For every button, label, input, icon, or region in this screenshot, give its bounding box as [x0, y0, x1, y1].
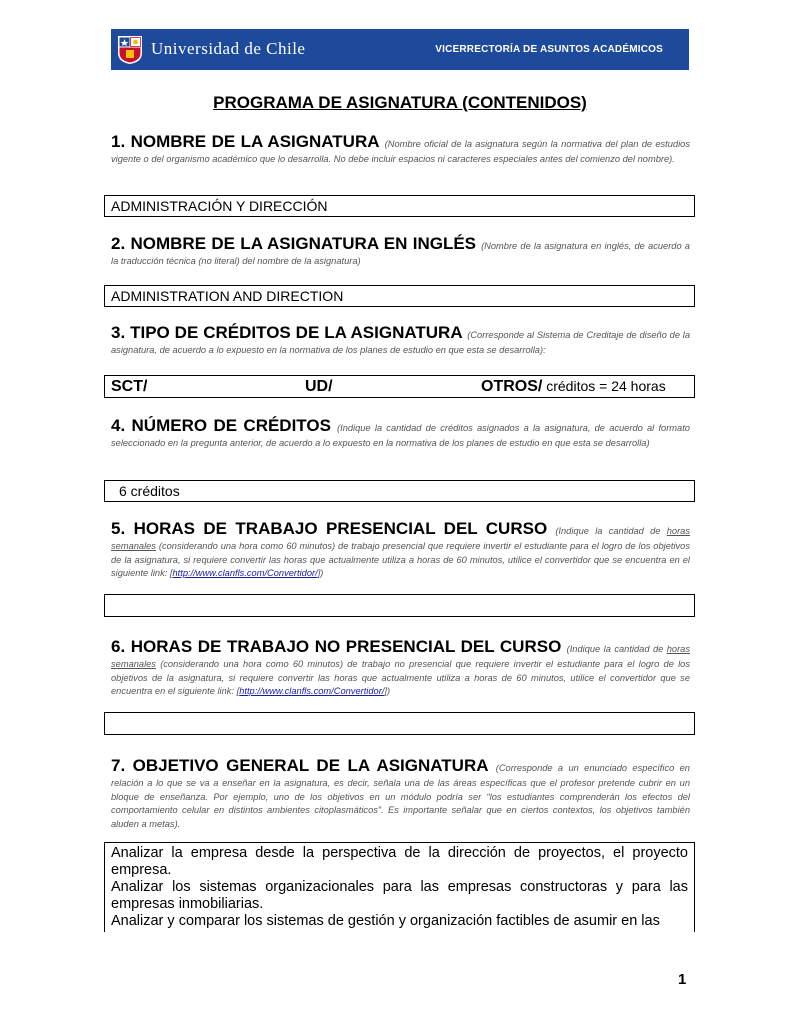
section-4-heading: 4. NÚMERO DE CRÉDITOS — [111, 416, 331, 435]
section-5-converter-link[interactable]: http://www.clanfls.com/Convertidor/ — [172, 568, 318, 578]
section-5-note-body: (considerando una hora como 60 minutos) de trabajo presencial que requiere invertir el estudiante para el logro de los objetivos de la asignatura, si requiere convertir las horas que actualmente utiliza a horas de 60 minutos, utilice el convertidor que se encuentra en el siguiente link: [ — [111, 541, 690, 578]
section-7-note: (Corresponde a un enunciado específico en relación a lo que se va a enseñar en la asignatura, es decir, señala una de las áreas específicas que el profesor pretende cubrir en un bloque de enseñanza. Por ejemplo, uno de los objetivos en un módulo podría ser “los estudiantes comprenderán los efectos del comportamiento celular en distintos ambientes citoplasmáticos”. Es importante señalar que en ciertos contextos, los objetivos también aluden a metas). — [111, 763, 690, 829]
section-6-note-underlined: horas semanales — [111, 644, 690, 669]
section-2-answer-box — [104, 285, 695, 307]
section-3-note: (Corresponde al Sistema de Creditaje de diseño de la asignatura, de acuerdo a lo expuesto en la normativa de los planes de estudio en que esta se desarrolla): — [111, 330, 691, 355]
section-5-note-underlined: horas semanales — [111, 526, 691, 551]
section-1-answer-box — [104, 195, 695, 217]
section-5-answer-box — [104, 594, 695, 617]
section-2-answer: ADMINISTRATION AND DIRECTION — [111, 288, 344, 304]
section-7 — [111, 756, 690, 830]
section-6-note-start: (Indique la cantidad de — [566, 644, 667, 654]
section-5-note-start: (Indique la cantidad de — [555, 526, 667, 536]
section-4 — [111, 416, 690, 450]
section-3 — [111, 323, 690, 357]
section-6-converter-link[interactable]: http://www.clanfls.com/Convertidor/ — [239, 686, 385, 696]
university-name: Universidad de Chile — [151, 39, 306, 58]
objective-paragraph: Analizar la empresa desde la perspectiva de la dirección de proyectos, el proyecto empresa. — [111, 845, 688, 878]
objective-paragraph: Analizar y comparar los sistemas de gestión y organización factibles de asumir en las — [111, 913, 660, 929]
section-6-answer-box — [104, 712, 695, 735]
section-4-note: (Indique la cantidad de créditos asignados a la asignatura, de acuerdo al formato seleccionado en la pregunta anterior, de acuerdo a lo expuesto en la normativa de los planes de estudio en que esta se desarrolla) — [111, 423, 690, 448]
section-5 — [111, 519, 690, 580]
otros-field — [481, 378, 666, 396]
section-2-heading: 2. NOMBRE DE LA ASIGNATURA EN INGLÉS — [111, 234, 477, 253]
page-number: 1 — [678, 971, 687, 988]
university-shield-icon — [117, 35, 143, 65]
section-4-answer: 6 créditos — [119, 483, 180, 499]
sct-label: SCT/ — [111, 377, 148, 395]
objective-paragraph: Analizar los sistemas organizacionales para las empresas constructoras y para las empresas inmobiliarias. — [111, 879, 688, 912]
section-3-heading: 3. TIPO DE CRÉDITOS DE LA ASIGNATURA — [111, 323, 463, 342]
section-1 — [111, 132, 690, 166]
section-6-note-end: ]) — [384, 686, 391, 696]
otros-value: créditos = 24 horas — [542, 377, 666, 394]
section-7-heading: 7. OBJETIVO GENERAL DE LA ASIGNATURA — [111, 756, 489, 775]
section-1-heading: 1. NOMBRE DE LA ASIGNATURA — [111, 132, 380, 151]
section-3-answer-box — [104, 375, 695, 398]
section-7-answer-box — [104, 842, 695, 932]
section-2 — [111, 234, 690, 268]
section-6-note-body: (considerando una hora como 60 minutos) de trabajo no presencial que requiere invertir el estudiante para el logro de los objetivos de la asignatura, si requiere convertir las horas que actualmente utiliza a horas de 60 minutos, utilice el convertidor que se encuentra en el siguiente link: [ — [111, 659, 690, 696]
office-name: VICERRECTORÍA DE ASUNTOS ACADÉMICOS — [435, 44, 663, 55]
section-1-answer: ADMINISTRACIÓN Y DIRECCIÓN — [111, 198, 328, 214]
page-title: PROGRAMA DE ASIGNATURA (CONTENIDOS) — [213, 93, 587, 112]
section-1-note: (Nombre oficial de la asignatura según la normativa del plan de estudios vigente o del organismo académico que lo desarrolla. No debe incluir espacios ni caracteres especiales antes del comienzo del nombre). — [111, 139, 690, 164]
section-2-note: (Nombre de la asignatura en inglés, de acuerdo a la traducción técnica (no literal) del nombre de la asignatura) — [111, 241, 690, 266]
section-4-answer-box — [104, 480, 695, 502]
header-banner — [111, 29, 689, 70]
section-5-heading: 5. HORAS DE TRABAJO PRESENCIAL DEL CURSO — [111, 519, 548, 538]
section-5-note-end: ]) — [317, 568, 324, 578]
section-6-heading: 6. HORAS DE TRABAJO NO PRESENCIAL DEL CURSO — [111, 637, 562, 656]
otros-label: OTROS/ — [481, 377, 543, 395]
ud-label: UD/ — [305, 377, 333, 395]
section-6 — [111, 637, 690, 698]
